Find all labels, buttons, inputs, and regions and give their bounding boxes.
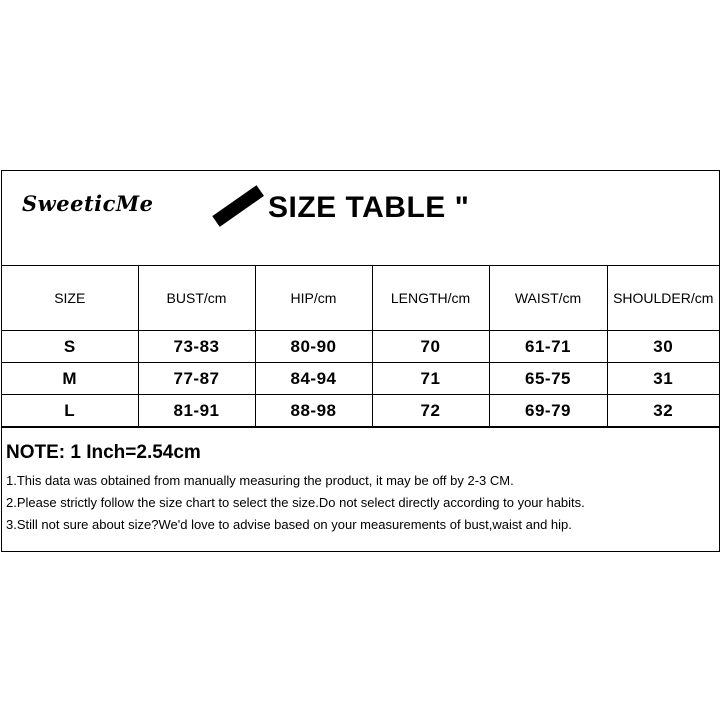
note-line: 1.This data was obtained from manually measuring the product, it may be off by 2-3 CM.: [6, 473, 514, 488]
size-chart-sheet: [1, 170, 720, 552]
table-cell: 70: [372, 331, 489, 363]
table-cell: 77-87: [138, 363, 255, 395]
column-header: SHOULDER/cm: [607, 266, 719, 331]
size-table: [2, 266, 719, 427]
table-cell: 88-98: [255, 395, 372, 427]
table-cell: 65-75: [489, 363, 607, 395]
page-title: SIZE TABLE ": [268, 191, 470, 224]
column-header: SIZE: [2, 266, 138, 331]
column-header: BUST/cm: [138, 266, 255, 331]
table-row: [2, 363, 719, 395]
table-row: [2, 395, 719, 427]
table-cell: 71: [372, 363, 489, 395]
table-cell: 81-91: [138, 395, 255, 427]
table-cell: 73-83: [138, 331, 255, 363]
column-header: WAIST/cm: [489, 266, 607, 331]
brand-logo: SweeticMe: [22, 191, 154, 216]
table-cell: 32: [607, 395, 719, 427]
table-cell: 84-94: [255, 363, 372, 395]
table-row: [2, 331, 719, 363]
note-line: 2.Please strictly follow the size chart to select the size.Do not select directly according to your habits.: [6, 495, 585, 510]
table-cell: 31: [607, 363, 719, 395]
notes-section: [2, 427, 719, 553]
table-cell: M: [2, 363, 138, 395]
column-header: LENGTH/cm: [372, 266, 489, 331]
size-chart-header: [2, 171, 719, 266]
note-title: NOTE: 1 Inch=2.54cm: [6, 442, 201, 463]
table-cell: 69-79: [489, 395, 607, 427]
table-cell: 30: [607, 331, 719, 363]
column-header: HIP/cm: [255, 266, 372, 331]
table-cell: 80-90: [255, 331, 372, 363]
table-cell: 72: [372, 395, 489, 427]
note-line: 3.Still not sure about size?We'd love to advise based on your measurements of bust,waist and hip.: [6, 517, 572, 532]
table-cell: 61-71: [489, 331, 607, 363]
decorative-slash-icon: [212, 185, 264, 227]
table-header-row: [2, 266, 719, 331]
table-cell: S: [2, 331, 138, 363]
table-cell: L: [2, 395, 138, 427]
